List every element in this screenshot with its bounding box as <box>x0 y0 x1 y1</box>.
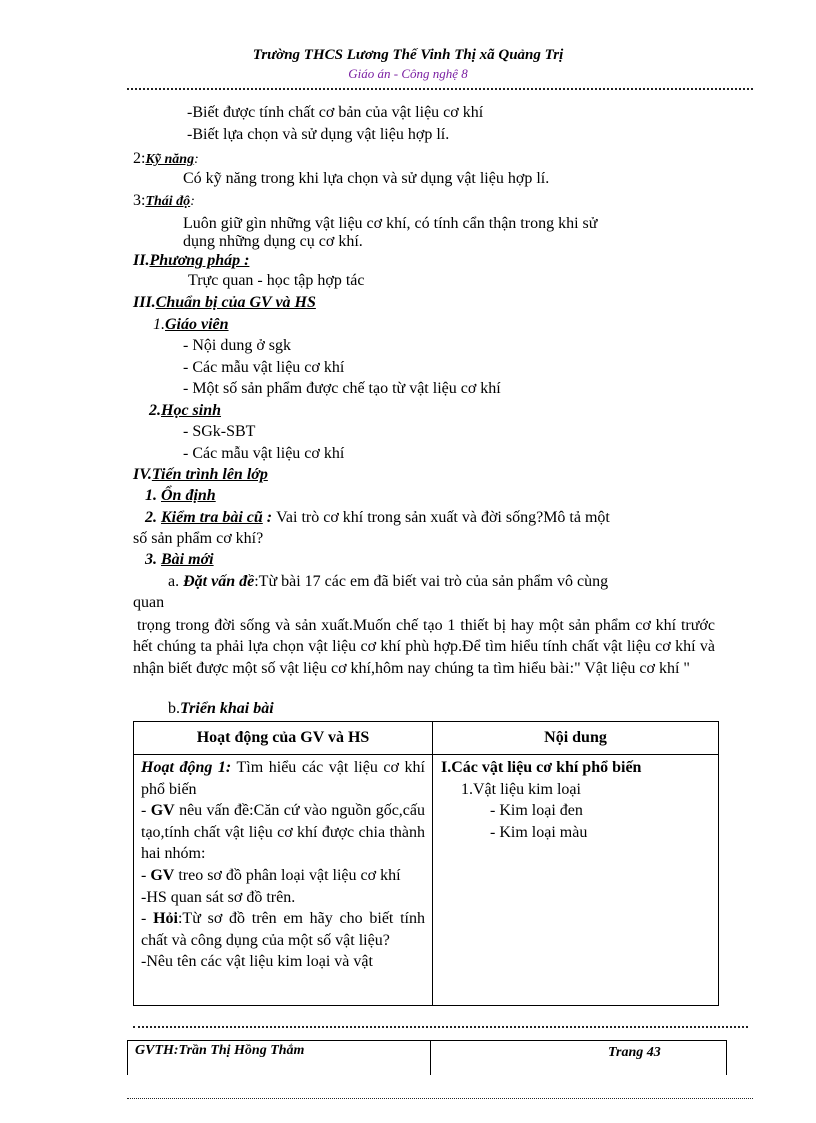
activity-table <box>133 721 719 1006</box>
activity-last-line: -Nêu tên các vật liệu kim loại và vật <box>141 953 373 971</box>
activity-cell <box>134 755 433 1006</box>
intro-paragraph: trọng trong đời sống và sản xuất.Muốn chế tạo 1 thiết bị hay một sản phẩm cơ khí trước hết chúng ta phải lựa chọn vật liệu cơ khí phù hợp.Để tìm hiểu tính chất vật liệu cơ khí và nhận biết được một số vật liệu cơ khí,hôm nay chúng ta tìm hiểu bài:" Vật liệu cơ khí " <box>133 617 715 677</box>
attitude-title: Thái độ <box>145 194 191 209</box>
method-number: II. <box>133 252 150 269</box>
gv-label: GV <box>150 866 175 884</box>
step-1-title: Ổn định <box>161 487 216 504</box>
gv-text: treo sơ đồ phân loại vật liệu cơ khí <box>174 866 401 884</box>
section-b <box>168 700 274 718</box>
method-title: Phương pháp : <box>149 252 250 269</box>
attitude-number: 3: <box>133 192 146 209</box>
table-header-row <box>134 722 719 755</box>
activity-gv-line-1: - GV nêu vấn đề:Căn cứ vào nguồn gốc,cấu tạo,tính chất vật liệu cơ khí được chia thành hai nhóm: <box>141 802 426 863</box>
skills-title: Kỹ năng <box>145 152 195 167</box>
student-title: Học sinh <box>161 402 222 419</box>
step-3 <box>145 551 214 569</box>
activity-title-rest: Tìm hiểu các vật liệu cơ khí phổ biến <box>141 759 425 798</box>
activity-title-line <box>141 757 425 800</box>
preparation-heading <box>133 294 316 312</box>
col-activity-header: Hoạt động của GV và HS <box>134 722 433 755</box>
step-3-title: Bài mới <box>161 551 214 568</box>
step-1 <box>145 487 216 505</box>
attitude-text-2: dụng những dụng cụ cơ khí. <box>183 233 363 250</box>
objective-line-1: -Biết được tính chất cơ bản của vật liệu cơ khí <box>187 104 484 121</box>
student-heading <box>149 402 221 420</box>
col-content-header: Nội dung <box>433 722 719 755</box>
section-b-title: Triển khai bài <box>180 700 274 717</box>
school-name: Trường THCS Lương Thế Vinh Thị xã Quảng Trị <box>252 47 564 63</box>
content-title: I.Các vật liệu cơ khí phổ biến <box>441 759 642 776</box>
section-a-text: :Từ bài 17 các em đã biết vai trò của sản phẩm vô cùng <box>254 573 609 590</box>
step-2-colon: : <box>262 509 277 526</box>
objective-line-2: -Biết lựa chọn và sử dụng vật liệu hợp lí. <box>187 126 450 143</box>
procedure-heading <box>133 466 268 484</box>
content-line: - Kim loại đen <box>490 802 583 820</box>
section-a-number: a. <box>168 573 180 590</box>
footer-box <box>127 1040 727 1075</box>
gv-text: nêu vấn đề:Căn cứ vào nguồn gốc,cấu tạo,tính chất vật liệu cơ khí được chia thành hai nhóm: <box>141 802 426 863</box>
activity-gv-line-2: - GV treo sơ đồ phân loại vật liệu cơ khí <box>141 866 401 884</box>
procedure-title: Tiến trình lên lớp <box>151 466 268 483</box>
teacher-item: - Nội dung ở sgk <box>183 337 292 354</box>
question-label: Hỏi <box>153 910 178 928</box>
bottom-divider <box>127 1098 753 1099</box>
skills-text: Có kỹ năng trong khi lựa chọn và sử dụng vật liệu hợp lí. <box>183 170 550 187</box>
preparation-number: III. <box>133 294 156 311</box>
table-row <box>134 755 719 1006</box>
preparation-title: Chuẩn bị của GV và HS <box>155 294 316 311</box>
step-1-number: 1. <box>145 487 157 504</box>
teacher-item: - Một số sản phẩm được chế tạo từ vật liệu cơ khí <box>183 380 501 397</box>
method-heading <box>133 252 249 270</box>
step-2-text: Vai trò cơ khí trong sản xuất và đời sống?Mô tả một <box>276 509 610 526</box>
section-a-text-cont: quan <box>133 594 165 611</box>
footer-divider <box>133 1026 748 1028</box>
content-cell <box>433 755 719 1006</box>
activity-question-line: - Hỏi:Từ sơ đồ trên em hãy cho biết tính chất và công dụng của một số vật liệu? <box>141 910 425 949</box>
student-item: - Các mẫu vật liệu cơ khí <box>183 445 345 462</box>
footer-page-number: Trang 43 <box>608 1045 661 1060</box>
question-text: :Từ sơ đồ trên em hãy cho biết tính chất và công dụng của một số vật liệu? <box>141 910 425 949</box>
header-divider <box>127 88 753 90</box>
footer-separator <box>430 1041 431 1075</box>
attitude-text-1: Luôn giữ gìn những vật liệu cơ khí, có tính cẩn thận trong khi sử <box>183 215 598 232</box>
step-2-title: Kiểm tra bài cũ <box>161 509 263 526</box>
attitude-colon: : <box>190 194 195 209</box>
activity-title: Hoạt động 1: <box>141 759 232 776</box>
step-2-number: 2. <box>145 509 157 526</box>
footer-author: GVTH:Trần Thị Hồng Thắm <box>135 1043 305 1058</box>
student-item: - SGk-SBT <box>183 423 256 440</box>
method-text: Trực quan - học tập hợp tác <box>188 272 365 289</box>
subject-title: Giáo án - Công nghệ 8 <box>348 66 468 81</box>
step-2-text-cont: số sản phẩm cơ khí? <box>133 530 264 547</box>
activity-hs-line: -HS quan sát sơ đồ trên. <box>141 888 296 906</box>
teacher-item: - Các mẫu vật liệu cơ khí <box>183 359 345 376</box>
teacher-number: 1. <box>153 316 165 333</box>
teacher-heading <box>153 316 229 334</box>
skills-heading <box>133 150 199 168</box>
student-number: 2. <box>149 402 161 419</box>
section-a <box>168 573 608 591</box>
content-line: 1.Vật liệu kim loại <box>461 780 581 798</box>
section-a-title: Đặt vấn đề <box>183 573 255 590</box>
step-3-number: 3. <box>145 551 157 568</box>
attitude-heading <box>133 192 195 210</box>
skills-colon: : <box>194 152 199 167</box>
gv-label: GV <box>150 802 175 820</box>
procedure-number: IV. <box>133 466 152 483</box>
skills-number: 2: <box>133 150 146 167</box>
teacher-title: Giáo viên <box>165 316 229 333</box>
step-2 <box>145 509 610 527</box>
content-line: - Kim loại màu <box>490 823 588 841</box>
section-b-number: b. <box>168 700 180 717</box>
